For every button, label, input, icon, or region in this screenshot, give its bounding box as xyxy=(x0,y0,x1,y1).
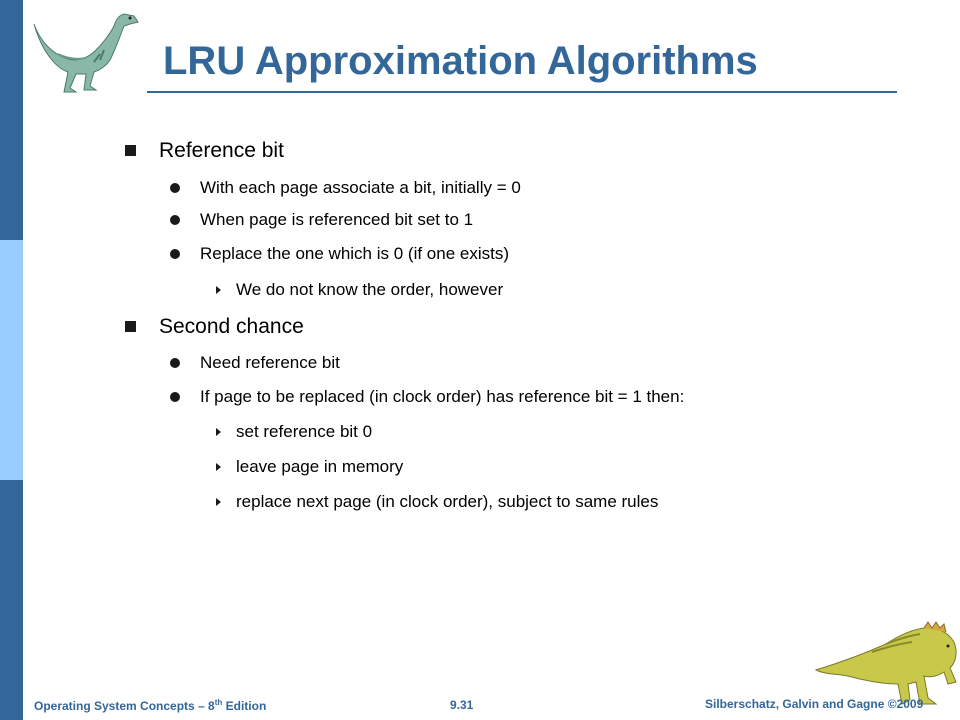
triangle-bullet-icon xyxy=(216,498,221,506)
circle-bullet-icon xyxy=(170,358,180,368)
bullet-text: Replace the one which is 0 (if one exists) xyxy=(200,244,509,263)
slide-title: LRU Approximation Algorithms xyxy=(163,39,758,83)
title-divider xyxy=(147,91,897,93)
circle-bullet-icon xyxy=(170,215,180,225)
bullet-text: With each page associate a bit, initially = 0 xyxy=(200,178,521,197)
triangle-bullet-icon xyxy=(216,463,221,471)
footer-book-title-prefix: Operating System Concepts – 8 xyxy=(34,699,215,713)
bullet-text: replace next page (in clock order), subject to same rules xyxy=(236,492,659,511)
side-bar-bottom xyxy=(0,480,23,720)
bullet-text: set reference bit 0 xyxy=(236,422,373,441)
circle-bullet-icon xyxy=(170,392,180,402)
dinosaur-icon xyxy=(30,4,150,94)
square-bullet-icon xyxy=(125,145,136,156)
square-bullet-icon xyxy=(125,321,136,332)
circle-bullet-icon xyxy=(170,249,180,259)
side-bar-top xyxy=(0,0,23,240)
bullet-text: If page to be replaced (in clock order) has reference bit = 1 then: xyxy=(200,387,685,406)
footer-authors: Silberschatz, Galvin and Gagne ©2009 xyxy=(705,697,924,711)
footer-edition-superscript: th xyxy=(214,698,223,707)
footer-book-title-suffix: Edition xyxy=(222,699,267,713)
bullet-text: When page is referenced bit set to 1 xyxy=(200,210,474,229)
triangle-bullet-icon xyxy=(216,286,221,294)
footer-book-title xyxy=(34,698,266,714)
triangle-bullet-icon xyxy=(216,428,221,436)
page-number: 9.31 xyxy=(450,698,474,712)
side-bar-middle xyxy=(0,240,23,480)
circle-bullet-icon xyxy=(170,183,180,193)
bullet-text: We do not know the order, however xyxy=(236,280,504,299)
bullet-text: leave page in memory xyxy=(236,457,404,476)
bullet-text: Reference bit xyxy=(159,139,284,162)
bullet-text: Second chance xyxy=(159,315,304,338)
bullet-text: Need reference bit xyxy=(200,353,340,372)
